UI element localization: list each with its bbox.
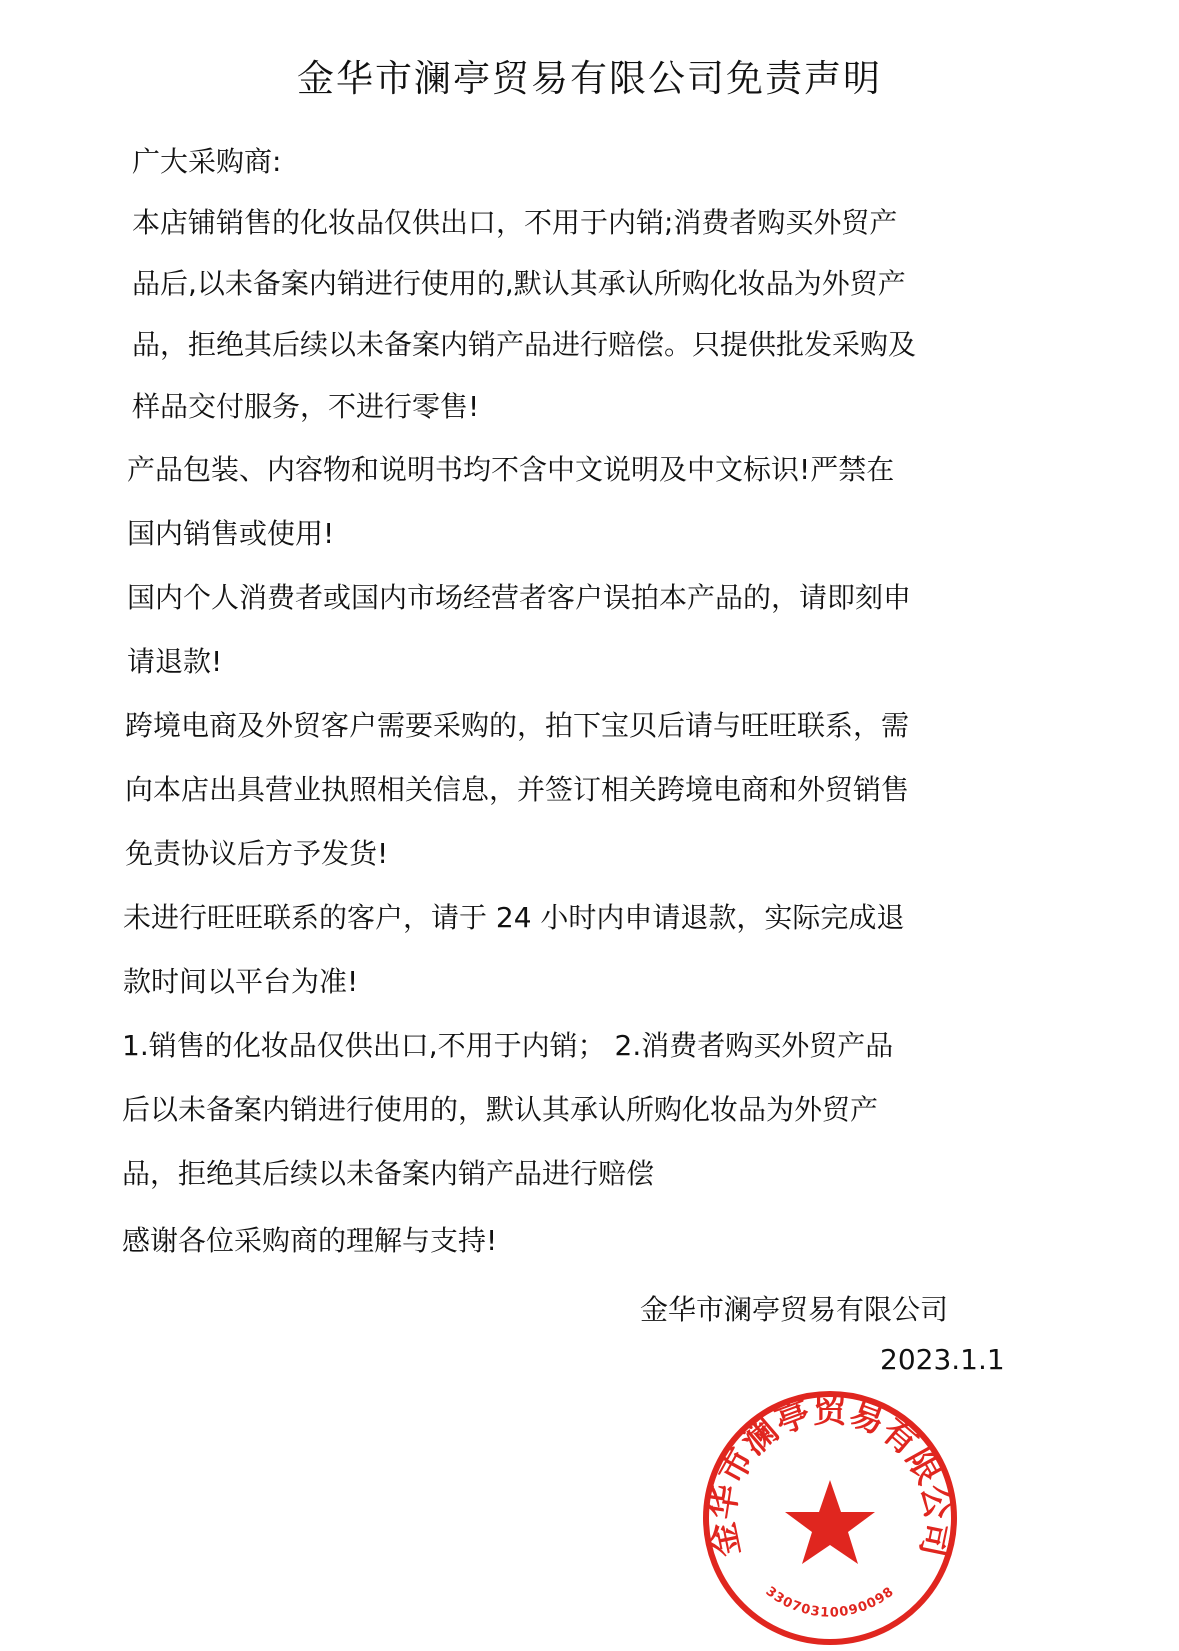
seal-number: 33070310090098 (762, 1584, 898, 1621)
body-line: 品后,以未备案内销进行使用的,默认其承认所购化妆品为外贸产 (132, 267, 906, 300)
body-line: 样品交付服务，不进行零售! (132, 390, 480, 423)
body-line: 后以未备案内销进行使用的，默认其承认所购化妆品为外贸产 (122, 1093, 879, 1126)
body-line: 请退款! (127, 645, 223, 678)
body-line: 未进行旺旺联系的客户，请于 24 小时内申请退款，实际完成退 (123, 901, 905, 934)
body-line: 国内个人消费者或国内市场经营者客户误拍本产品的，请即刻申 (127, 581, 912, 614)
body-line: 品，拒绝其后续以未备案内销产品进行赔偿 (122, 1157, 655, 1190)
body-line: 向本店出具营业执照相关信息，并签订相关跨境电商和外贸销售 (125, 773, 910, 806)
signature-date: 2023.1.1 (880, 1343, 1005, 1376)
closing-line: 感谢各位采购商的理解与支持! (122, 1224, 498, 1257)
body-line: 免责协议后方予发货! (125, 837, 389, 870)
body-line: 1.销售的化妆品仅供出口,不用于内销； 2.消费者购买外贸产品 (122, 1029, 894, 1062)
signature-company: 金华市澜亭贸易有限公司 (640, 1293, 949, 1326)
company-seal-stamp (700, 1388, 960, 1648)
body-line: 跨境电商及外贸客户需要采购的，拍下宝贝后请与旺旺联系，需 (125, 709, 910, 742)
document-title: 金华市澜亭贸易有限公司免责声明 (297, 57, 882, 100)
body-line: 产品包装、内容物和说明书均不含中文说明及中文标识!严禁在 (127, 453, 895, 486)
body-line: 款时间以平台为准! (123, 965, 359, 998)
star-icon (785, 1480, 875, 1564)
body-line: 品，拒绝其后续以未备案内销产品进行赔偿。只提供批发采购及 (132, 328, 917, 361)
body-line: 国内销售或使用! (127, 517, 335, 550)
salutation: 广大采购商: (132, 145, 282, 178)
body-line: 本店铺销售的化妆品仅供出口，不用于内销;消费者购买外贸产 (132, 206, 898, 239)
seal-text: 金华市澜亭贸易有限公司 (701, 1391, 959, 1561)
